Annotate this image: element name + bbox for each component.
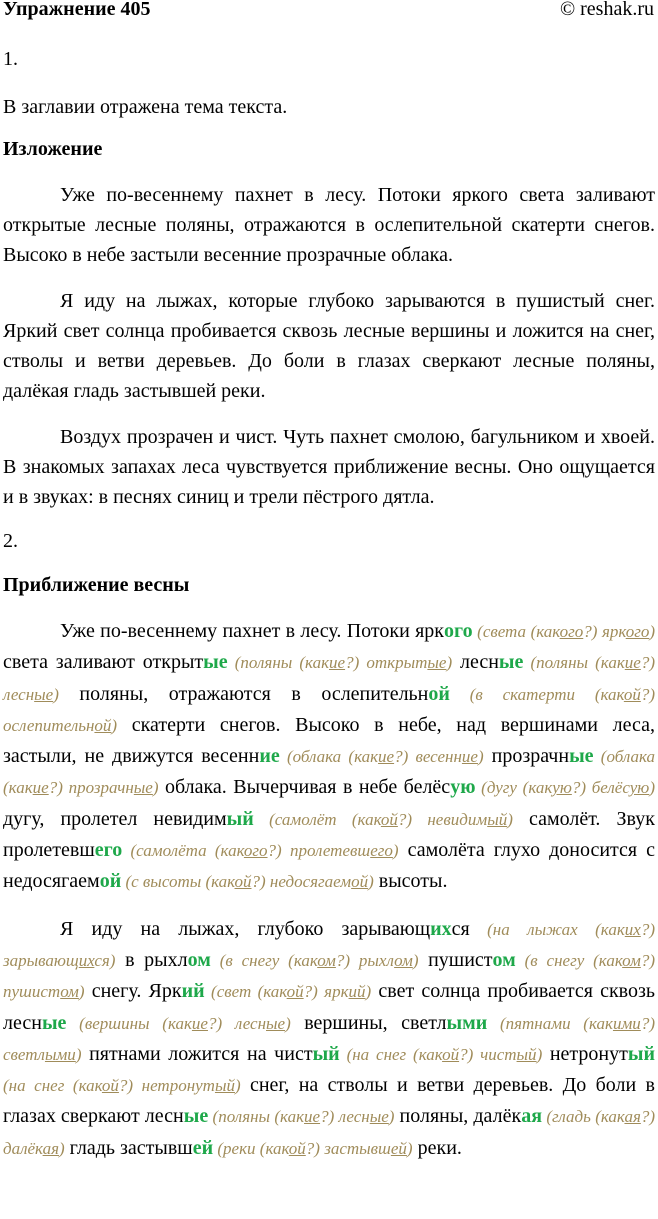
question-hint: (света (какого?) яркого): [472, 622, 655, 641]
underlined-ending: ого: [625, 622, 650, 641]
underlined-ending: ую: [552, 778, 572, 798]
question-hint: (в снегу (каком?) рыхлом): [210, 950, 419, 970]
word-ending: ой: [99, 870, 122, 893]
question-hint: (свет (какой?) яркий): [204, 982, 372, 1002]
underlined-ending: ие: [191, 1013, 208, 1033]
word-ending: ые: [203, 651, 228, 674]
word-ending: ые: [183, 1105, 209, 1128]
word-ending: ие: [259, 745, 280, 768]
underlined-ending: ой: [288, 1138, 306, 1158]
underlined-ending: их: [624, 919, 641, 939]
word-ending: их: [430, 917, 452, 940]
word-ending: ого: [444, 620, 473, 642]
question-hint: (в скатерти (какой?) ослепительной): [3, 684, 655, 735]
underlined-ending: ые: [266, 1013, 286, 1033]
underlined-ending: ие: [624, 653, 641, 673]
question-hint: (реки (какой?) застывшей): [213, 1138, 413, 1158]
word-ending: ые: [498, 651, 524, 674]
underlined-ending: ого: [559, 622, 584, 641]
word-ending: ей: [192, 1136, 214, 1159]
part2-paragraph: Я иду на лыжах, глубоко зарывающихся (на лыжах (каких?) зарывающихся) в рыхлом (в снегу (каком?) рыхлом) пушистом (в снегу (каком?) пушистом) снегу. Яркий (свет (какой?) яркий) свет солнца пробивается сквозь лесные (вершины (какие?) лесные) вершины, светлыми (пятнами (какими?) светлыми) пятнами ложится на чистый (на снег (какой?) чистый) нетронутый (на снег (какой?) нетронутый) снег, на стволы и ветви деревьев. До боли в глазах сверкают лесные (поляны (какие?) лесные) поляны, далёкая (гладь (какая?) далёкая) гладь застывшей (реки (какой?) застывшей) реки.: [3, 917, 656, 1159]
question-hint: (на снег (какой?) нетронутый): [3, 1076, 241, 1096]
underlined-ending: ой: [623, 684, 641, 704]
underlined-ending: ой: [234, 872, 252, 892]
word-ending: ой: [428, 682, 450, 705]
underlined-ending: ой: [94, 715, 112, 735]
word-ending: ую: [450, 776, 476, 799]
part2-number: 2.: [3, 530, 18, 552]
word-ending: его: [94, 839, 123, 862]
underlined-ending: ые: [133, 778, 153, 798]
underlined-ending: ий: [348, 982, 366, 1002]
page-header: [3, 0, 654, 24]
underlined-ending: ом: [394, 950, 413, 970]
underlined-ending: ие: [378, 747, 395, 767]
word-ending: ый: [312, 1042, 340, 1065]
underlined-ending: ой: [351, 872, 369, 892]
underlined-ending: ого: [243, 841, 268, 861]
word-ending: ый: [627, 1042, 656, 1065]
part2-paragraph: Уже по-весеннему пахнет в лесу. Потоки яркого (света (какого?) яркого) света заливают открытые (поляны (какие?) открытые) лесные (поляны (какие?) лесные) поляны, отражаются в ослепительной (в скатерти (какой?) ослепительной) скатерти снегов. Высоко в небе, над вершинами леса, застыли, не движутся весенние (облака (какие?) весенние) прозрачные (облака (какие?) прозрачные) облака. Вычерчивая в небе белёсую (дугу (какую?) белёсую) дугу, пролетел невидимый (самолёт (какой?) невидимый) самолёт. Звук пролетевшего (самолёта (какого?) пролетевшего) самолёта глухо доносится с недосягаемой (с высоты (какой?) недосягаемой) высоты.: [3, 620, 655, 893]
underlined-ending: ую: [629, 778, 650, 798]
underlined-ending: ой: [442, 1044, 460, 1064]
question-hint: (поляны (какие?) лесные): [208, 1107, 395, 1127]
question-hint: (облака (какие?) весенние): [279, 747, 484, 767]
part1-title: Изложение: [3, 138, 103, 160]
part1-paragraph: Уже по-весеннему пахнет в лесу. Потоки яркого света заливают открытые лесные поляны, отражаются в ослепительной скатерти снегов. Высоко в небе застыли весенние прозрачные облака.: [3, 184, 655, 266]
word-ending: ые: [569, 745, 594, 768]
word-ending: ыми: [446, 1011, 488, 1034]
underlined-ending: ая: [42, 1138, 59, 1158]
question-hint: (поляны (какие?) открытые): [227, 653, 453, 673]
part1-paragraph: Воздух прозрачен и чист. Чуть пахнет смолою, багульником и хвоей. В знакомых запахах леса чувствуется приближение весны. Оно ощущается и в звуках: в песнях синиц и трели пёстрого дятла.: [3, 426, 655, 508]
underlined-ending: его: [370, 841, 393, 861]
underlined-ending: ом: [622, 950, 641, 970]
question-hint: (самолёт (какой?) невидимый): [253, 809, 513, 829]
underlined-ending: ый: [487, 809, 508, 829]
question-hint: (в снегу (каком?) пушистом): [3, 950, 656, 1002]
question-hint: (на лыжах (каких?) зарывающихся): [3, 919, 655, 970]
underlined-ending: ей: [390, 1138, 407, 1158]
exercise-title: Упражнение 405: [3, 0, 151, 20]
underlined-ending: ие: [461, 747, 478, 767]
part1-paragraph: Я иду на лыжах, которые глубоко зарываются в пушистый снег. Яркий свет солнца пробивается сквозь лесные вершины и ложится на снег, стволы и ветви деревьев. До боли в глазах сверкают лесные поляны, далёкая гладь застывшей реки.: [3, 290, 655, 402]
underlined-ending: ие: [304, 1107, 321, 1127]
underlined-ending: ый: [214, 1076, 235, 1096]
part1-number: 1.: [3, 48, 18, 70]
underlined-ending: ими: [612, 1013, 641, 1033]
underlined-ending: ыми: [44, 1044, 76, 1064]
question-hint: (поляны (какие?) лесные): [3, 653, 655, 704]
word-ending: ая: [521, 1105, 543, 1128]
part2-title: Приближение весны: [3, 574, 190, 596]
underlined-ending: ые: [427, 653, 447, 673]
underlined-ending: ый: [516, 1044, 537, 1064]
question-hint: (облака (какие?) прозрачные): [3, 747, 655, 798]
underlined-ending: ой: [101, 1076, 119, 1096]
underlined-ending: ой: [286, 982, 304, 1002]
underlined-ending: ой: [380, 809, 398, 829]
underlined-ending: ие: [32, 778, 49, 798]
word-ending: ом: [187, 948, 211, 971]
underlined-ending: ая: [624, 1107, 641, 1127]
question-hint: (на снег (какой?) чистый): [339, 1044, 543, 1064]
word-ending: ый: [226, 807, 254, 830]
question-hint: (дугу (какую?) белёсую): [475, 778, 655, 798]
question-hint: (гладь (какая?) далёкая): [3, 1107, 656, 1158]
underlined-ending: ом: [317, 950, 336, 970]
question-hint: (пятнами (какими?) светлыми): [3, 1013, 655, 1064]
part1-note: В заглавии отражена тема текста.: [3, 96, 288, 118]
underlined-ending: ые: [34, 684, 54, 704]
word-ending: ий: [181, 980, 205, 1003]
question-hint: (самолёта (какого?) пролетевшего): [122, 841, 399, 861]
underlined-ending: их: [78, 950, 95, 970]
copyright-notice: © reshak.ru: [559, 0, 654, 20]
underlined-ending: ом: [60, 982, 79, 1002]
underlined-ending: ие: [329, 653, 346, 673]
document-body: [3, 44, 655, 1180]
word-ending: ом: [492, 948, 516, 971]
question-hint: (вершины (какие?) лесные): [66, 1013, 291, 1033]
question-hint: (с высоты (какой?) недосягаемой): [121, 872, 374, 892]
word-ending: ые: [41, 1011, 67, 1034]
underlined-ending: ые: [369, 1107, 389, 1127]
